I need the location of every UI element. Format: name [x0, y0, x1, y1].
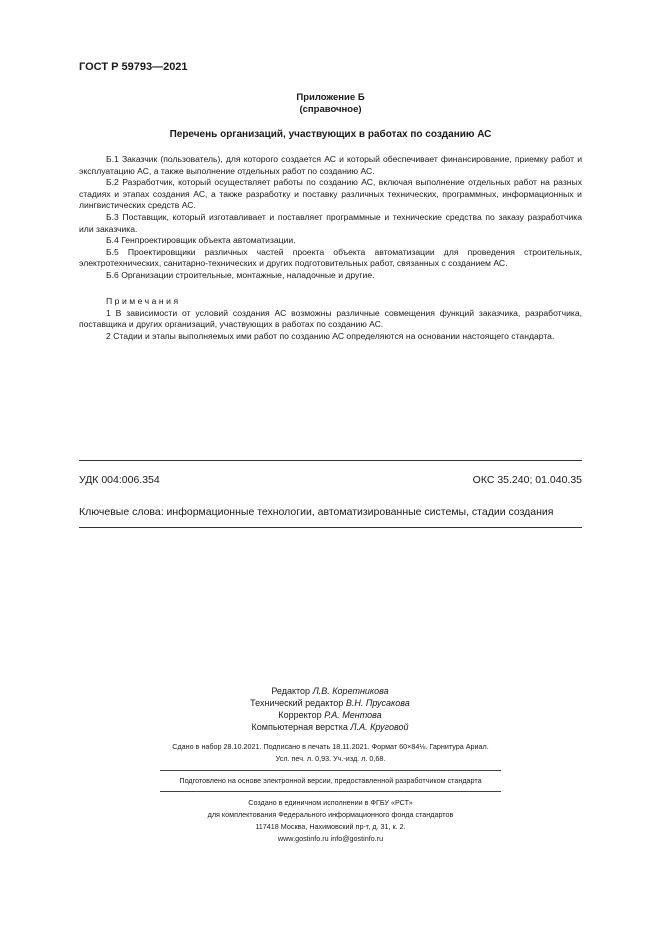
paragraph-b3: Б.3 Поставщик, который изготавливает и поставляет программные и технические средства по заказу разработчика или заказчика. — [79, 211, 582, 234]
divider-bottom — [79, 527, 582, 528]
credit-tech-editor — [180, 697, 480, 709]
note-1: 1 В зависимости от условий создания АС возможны различные совмещения функций заказчика, разработчика, поставщика и других организаций, участвующих в работах по созданию АС. — [79, 307, 582, 330]
credit-name: В.Н. Прусакова — [345, 698, 410, 708]
credit-name: Л.А. Круговой — [350, 722, 409, 732]
credit-role: Корректор — [278, 710, 322, 720]
udk-code: УДК 004:006.354 — [79, 474, 160, 486]
appendix-subtitle: (справочное) — [299, 104, 362, 115]
imprint-line-2: Усл. печ. л. 0,93. Уч.-изд. л. 0,68. — [275, 754, 386, 763]
oks-code: ОКС 35.240; 01.040.35 — [472, 474, 582, 486]
imprint-divider-bottom — [160, 791, 501, 792]
publisher-line-1: Создано в единичном исполнении в ФГБУ «РСТ» — [248, 798, 413, 807]
publisher-contacts: www.gostinfo.ru info@gostinfo.ru — [277, 834, 384, 843]
keywords: Ключевые слова: информационные технологии, автоматизированные системы, стадии создания — [79, 506, 554, 518]
paragraph-b4: Б.4 Генпроектировщик объекта автоматизации. — [106, 235, 296, 246]
note-2: 2 Стадии и этапы выполняемых ими работ по созданию АС определяются на основании настоящего стандарта. — [106, 330, 555, 341]
credit-proofreader — [180, 709, 480, 721]
notes-block — [79, 296, 582, 342]
credit-name: Л.В. Коретникова — [312, 686, 389, 696]
appendix-title: Приложение Б — [296, 92, 365, 103]
publisher-block — [100, 797, 561, 845]
prepared-note: Подготовлено на основе электронной версии, предоставленной разработчиком стандарта — [179, 776, 482, 785]
divider-top — [79, 460, 582, 461]
paragraph-b2: Б.2 Разработчик, который осуществляет работы по созданию АС, включая выполнение отдельных работ на разных стадиях и этапах создания АС, а также разработку и поставку различных технических, программных, информационных и лингвистических средств АС. — [79, 177, 582, 211]
paragraph-b5: Б.5 Проектировщики различных частей проекта объекта автоматизации для проведения строительных, электротехнических, санитарно-технических и других подготовительных работ, связанных с созданием АС. — [79, 246, 582, 269]
appendix-title-block — [79, 92, 582, 116]
paragraph-b1: Б.1 Заказчик (пользователь), для которого создается АС и который обеспечивает финансирование, приемку работ и эксплуатацию АС, а также выполнение отдельных работ по созданию АС. — [79, 154, 582, 176]
credit-layout — [180, 721, 480, 733]
imprint-line-1: Сдано в набор 28.10.2021. Подписано в печать 18.11.2021. Формат 60×84⅛. Гарнитура Ариал. — [172, 742, 489, 751]
appendix-heading: Перечень организаций, участвующих в работах по созданию АС — [169, 129, 492, 140]
credit-role: Технический редактор — [250, 698, 344, 708]
credit-role: Компьютерная верстка — [251, 722, 348, 732]
imprint-block — [100, 741, 561, 765]
credits-block — [180, 685, 480, 733]
paragraph-b6: Б.6 Организации строительные, монтажные, наладочные и другие. — [106, 269, 375, 280]
credit-name: Р.А. Ментова — [324, 710, 382, 720]
standard-code: ГОСТ Р 59793—2021 — [79, 61, 188, 73]
credit-editor — [180, 685, 480, 697]
publisher-line-2: для комплектования Федерального информационного фонда стандартов — [207, 810, 454, 819]
imprint-divider-top — [160, 770, 501, 771]
notes-heading: Примечания — [106, 296, 181, 306]
appendix-body — [79, 154, 582, 282]
credit-role: Редактор — [271, 686, 311, 696]
publisher-address: 117418 Москва, Нахимовский пр-т, д. 31, к. 2. — [255, 822, 406, 831]
